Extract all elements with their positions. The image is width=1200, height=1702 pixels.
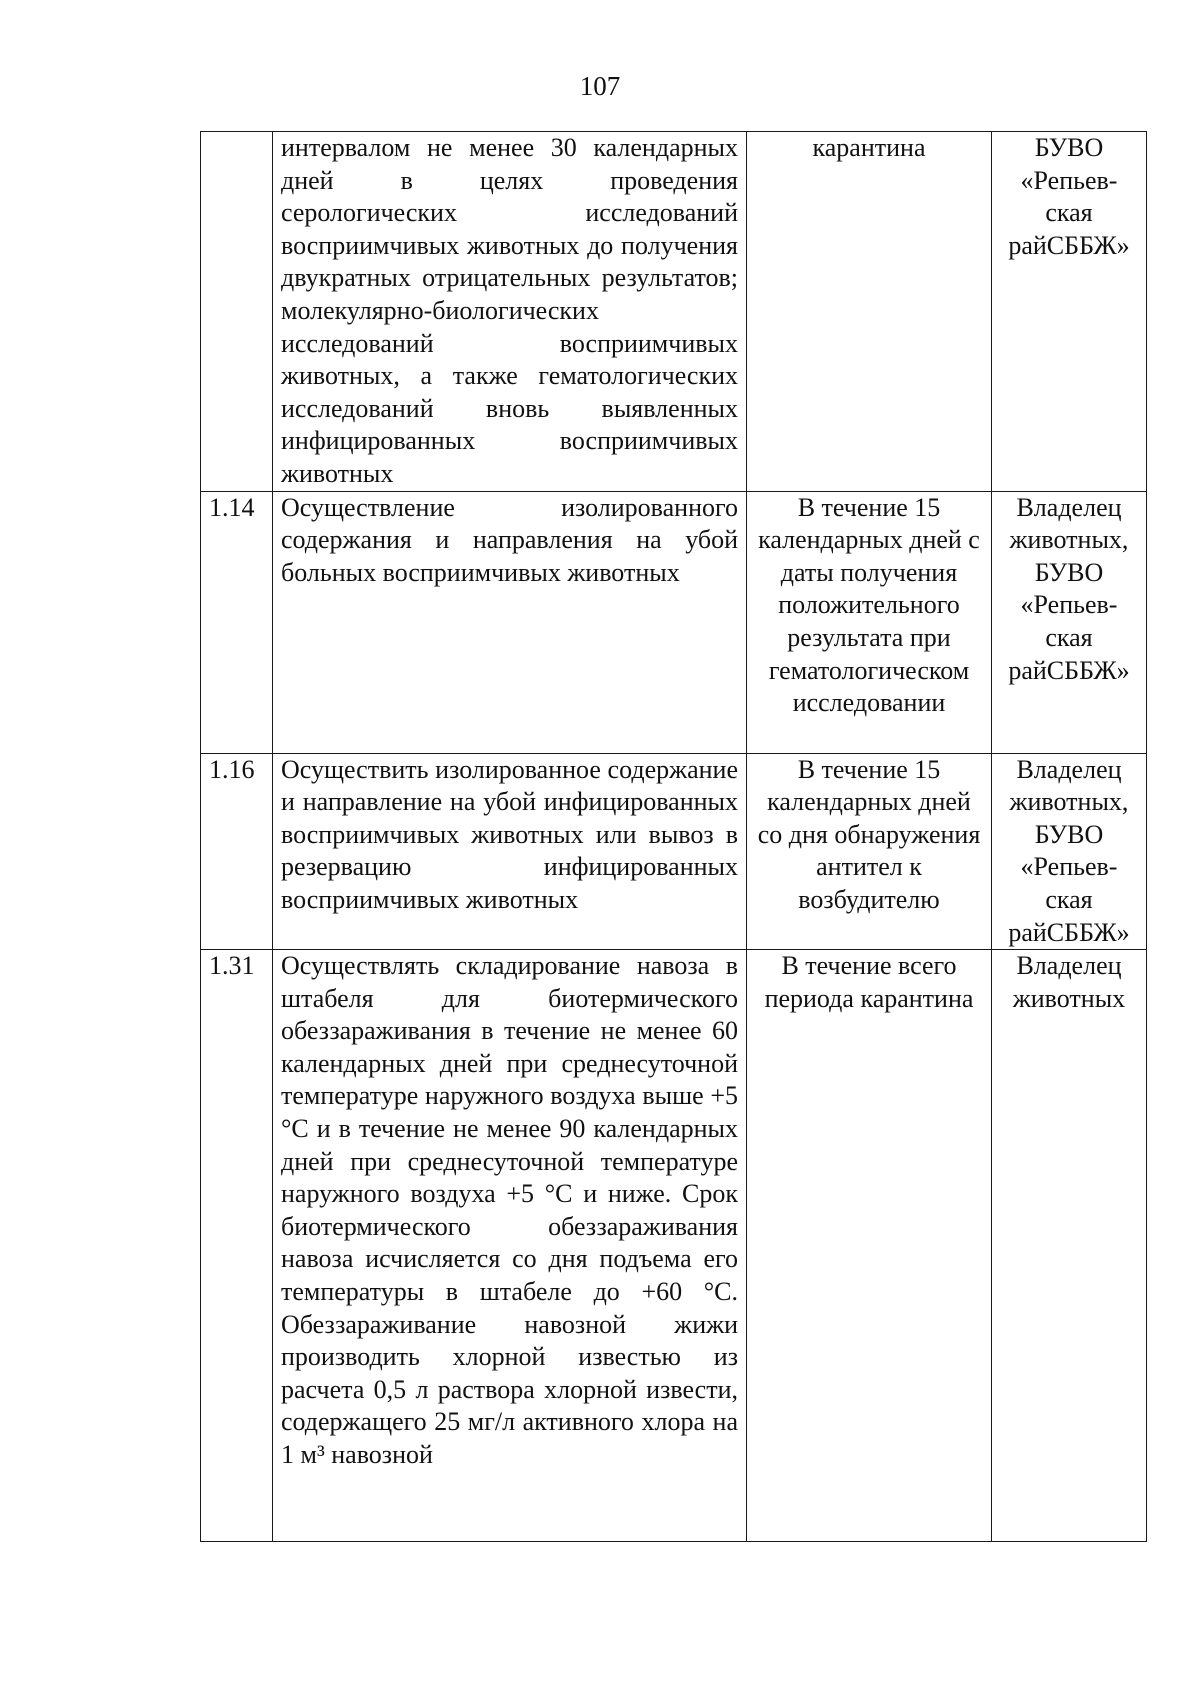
table-row: [201, 950, 1147, 1542]
responsible-text: Владелец животных, БУВО «Репьев-ская райСББЖ»: [1008, 754, 1130, 947]
term-cell: [747, 950, 992, 1542]
action-cell: [273, 132, 747, 492]
table-row: [201, 753, 1147, 950]
responsible-cell: [992, 491, 1147, 753]
table-row: [201, 491, 1147, 753]
term-text: В течение 15 календарных дней с даты получения положительного результата при гематологическом исследовании: [758, 492, 980, 718]
action-text: Осуществление изолированного содержания и направления на убой больных восприимчивых животных: [281, 492, 738, 587]
row-number: [201, 491, 273, 753]
responsible-text: Владелец животных: [1012, 951, 1126, 1013]
row-number: [201, 950, 273, 1542]
term-cell: [747, 753, 992, 950]
row-number-text: 1.16: [209, 754, 255, 784]
action-text: Осуществить изолированное содержание и направление на убой инфицированных восприимчивых животных или вывоз в резервацию инфицированных восприимчивых животных: [281, 754, 738, 914]
row-number: [201, 132, 273, 492]
responsible-cell: [992, 753, 1147, 950]
action-text: интервалом не менее 30 календарных дней в целях проведения серологических исследований восприимчивых животных до получения двукратных отрицательных результатов; молекулярно-биологических исследований восприимчивых животных, а также гематологических исследований вновь выявленных инфицированных восприимчивых животных: [281, 133, 738, 488]
responsible-text: БУВО «Репьев-ская райСББЖ»: [1008, 133, 1130, 260]
term-text: В течение 15 календарных дней со дня обнаружения антител к возбудителю: [757, 754, 981, 914]
action-cell: [273, 950, 747, 1542]
action-cell: [273, 491, 747, 753]
row-number-text: 1.14: [209, 492, 255, 522]
term-text: В течение всего периода карантина: [764, 951, 974, 1013]
responsible-cell: [992, 950, 1147, 1542]
page-number: 107: [579, 71, 621, 101]
term-text: карантина: [812, 133, 926, 162]
row-number-text: 1.31: [209, 951, 255, 981]
row-number: [201, 753, 273, 950]
table-row: [201, 132, 1147, 492]
term-cell: [747, 491, 992, 753]
responsible-text: Владелец животных, БУВО «Репьев-ская райСББЖ»: [1008, 492, 1130, 685]
measures-table: [200, 131, 1147, 1542]
responsible-cell: [992, 132, 1147, 492]
action-cell: [273, 753, 747, 950]
action-text: Осуществлять складирование навоза в штабеля для биотермического обеззараживания в течение не менее 60 календарных дней при среднесуточной температуре наружного воздуха выше +5 °С и в течение не менее 90 календарных дней при среднесуточной температуре наружного воздуха +5 °С и ниже. Срок биотермического обеззараживания навоза исчисляется со дня подъема его температуры в штабеле до +60 °С. Обеззараживание навозной жижи производить хлорной известью из расчета 0,5 л раствора хлорной извести, содержащего 25 мг/л активного хлора на 1 м³ навозной: [281, 951, 738, 1469]
term-cell: [747, 132, 992, 492]
